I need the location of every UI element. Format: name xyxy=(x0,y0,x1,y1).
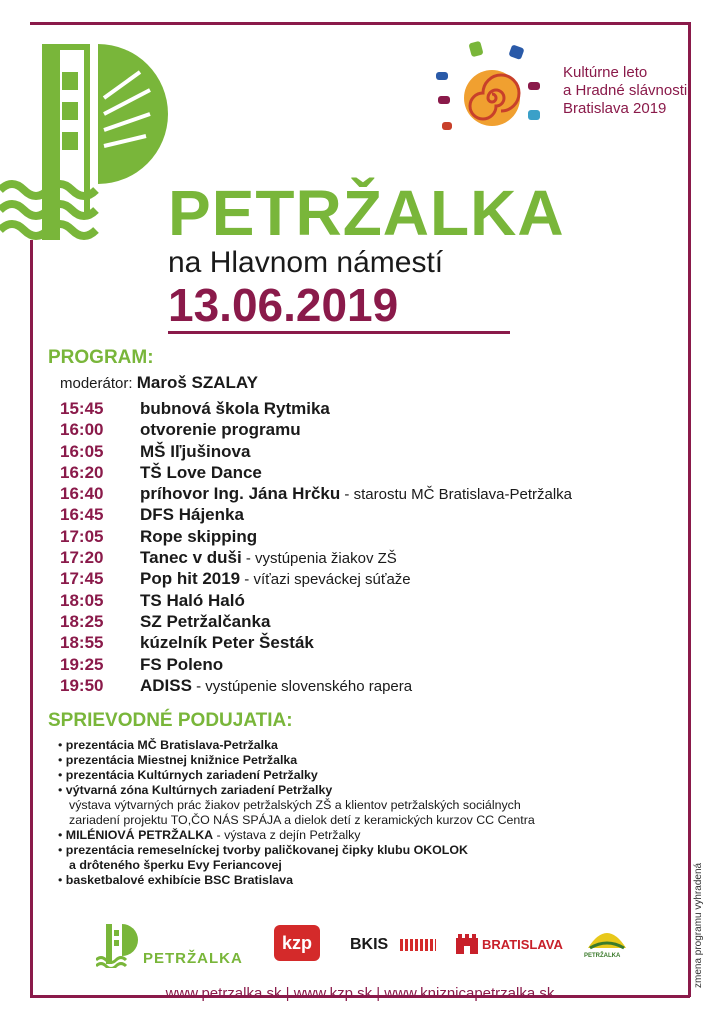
side-event-title: prezentácia Kultúrnych zariadení Petržalky xyxy=(65,768,318,782)
bkis-logo-text: BKIS xyxy=(350,936,389,953)
bullet-icon: • xyxy=(58,768,63,782)
library-logo-text: PETRŽALKA xyxy=(584,953,621,959)
frame-left-border xyxy=(30,225,33,995)
bratislava-crest-icon xyxy=(456,934,478,954)
side-events-list xyxy=(58,738,678,888)
bullet-icon: • xyxy=(58,753,63,767)
program-row xyxy=(60,483,700,504)
program-act: ADISS xyxy=(140,675,192,695)
program-act: MŠ Iľjušinova xyxy=(140,441,251,461)
bullet-icon: • xyxy=(58,843,63,857)
program-time: 18:25 xyxy=(60,611,104,631)
date-underline xyxy=(168,331,510,334)
program-time: 16:05 xyxy=(60,441,104,461)
bullet-icon: • xyxy=(58,828,63,842)
program-schedule xyxy=(60,398,700,696)
side-event-title: MILÉNIOVÁ PETRŽALKA xyxy=(65,828,214,842)
program-act: FS Poleno xyxy=(140,654,224,674)
kzp-logo-text: kzp xyxy=(281,933,312,953)
program-act: kúzelník Peter Šesták xyxy=(140,633,314,653)
program-row xyxy=(60,654,700,675)
partner-line-3: Bratislava 2019 xyxy=(563,100,667,117)
moderator-label: moderátor: xyxy=(60,375,133,392)
moderator-line xyxy=(60,373,258,393)
program-time: 18:55 xyxy=(60,633,104,653)
program-row xyxy=(60,462,700,483)
program-row xyxy=(60,590,700,611)
footer-links[interactable]: www.petrzalka.sk | www.kzp.sk | www.kniznicapetrzalka.sk xyxy=(165,985,555,1002)
vertical-disclaimer xyxy=(690,848,708,988)
bullet-icon: • xyxy=(58,873,63,887)
side-event-item xyxy=(58,828,678,843)
sun-spiral-logo xyxy=(430,38,560,138)
program-heading: PROGRAM: xyxy=(48,347,154,368)
program-time: 19:50 xyxy=(60,675,104,695)
program-act: otvorenie programu xyxy=(140,420,301,440)
side-event-title: basketbalové exhibície BSC Bratislava xyxy=(65,873,294,887)
partner-line-1: Kultúrne leto xyxy=(563,64,648,81)
side-event-item xyxy=(58,768,678,783)
program-row xyxy=(60,632,700,653)
vertical-disclaimer-text: zmena programu vyhradená xyxy=(693,862,704,988)
petrzalka-small-logo-text: PETRŽALKA xyxy=(143,950,243,967)
side-event-item xyxy=(58,873,678,888)
side-event-continuation-line xyxy=(58,813,678,828)
program-note: - starostu MČ Bratislava-Petržalka xyxy=(340,486,572,504)
program-act: DFS Hájenka xyxy=(140,505,244,525)
page-title: PETRŽALKA xyxy=(168,177,565,249)
event-date: 13.06.2019 xyxy=(168,279,399,331)
side-event-item xyxy=(58,738,678,753)
bullet-icon: • xyxy=(58,738,63,752)
partner-line-2: a Hradné slávnosti xyxy=(563,82,688,99)
program-time: 19:25 xyxy=(60,654,104,674)
petrzalka-small-logo-icon xyxy=(96,920,144,968)
program-row xyxy=(60,441,700,462)
library-book-icon xyxy=(584,924,630,954)
program-act: TS Haló Haló xyxy=(140,590,245,610)
kzp-logo xyxy=(274,925,320,961)
program-act: Pop hit 2019 xyxy=(140,569,241,589)
program-row xyxy=(60,398,700,419)
side-event-continuation: výstava výtvarných prác žiakov petržalských ZŠ a klientov petržalských sociálnych xyxy=(69,798,521,812)
side-events-heading: SPRIEVODNÉ PODUJATIA: xyxy=(48,710,293,731)
program-act: bubnová škola Rytmika xyxy=(140,399,330,418)
program-time: 18:05 xyxy=(60,590,104,610)
side-event-continuation: a drôteného šperku Evy Feriancovej xyxy=(69,858,282,872)
side-event-continuation-line xyxy=(58,798,678,813)
page-subtitle: na Hlavnom námestí xyxy=(168,246,444,279)
side-event-item xyxy=(58,843,678,858)
program-time: 17:20 xyxy=(60,548,104,568)
program-row xyxy=(60,611,700,632)
program-time: 16:00 xyxy=(60,420,104,440)
program-time: 17:45 xyxy=(60,569,104,589)
program-act: Rope skipping xyxy=(140,526,258,546)
program-note: - víťazi speváckej súťaže xyxy=(240,571,411,589)
program-row xyxy=(60,419,700,440)
program-act: Tanec v duši xyxy=(140,548,242,568)
program-act: SZ Petržalčanka xyxy=(140,611,271,631)
program-row xyxy=(60,547,700,568)
side-event-title: výtvarná zóna Kultúrnych zariadení Petržalky xyxy=(65,783,333,797)
program-row xyxy=(60,504,700,525)
moderator-name: Maroš SZALAY xyxy=(136,373,258,392)
program-note: - vystúpenia žiakov ZŠ xyxy=(241,550,397,568)
program-row xyxy=(60,675,700,696)
side-event-title: prezentácia Miestnej knižnice Petržalka xyxy=(65,753,298,767)
program-row xyxy=(60,526,700,547)
side-event-title: prezentácia MČ Bratislava-Petržalka xyxy=(65,738,278,752)
side-event-title: prezentácia remeselníckej tvorby paličkovanej čipky klubu OKOLOK xyxy=(65,843,468,857)
side-event-continuation-line xyxy=(58,858,678,873)
side-event-continuation: zariadení projektu TO,ČO NÁS SPÁJA a dielok detí z keramických kurzov CC Centra xyxy=(69,813,535,827)
side-event-item xyxy=(58,753,678,768)
program-time: 16:20 xyxy=(60,462,104,482)
program-act: príhovor Ing. Jána Hrčku xyxy=(140,484,341,504)
side-event-item xyxy=(58,783,678,798)
partner-logo-text xyxy=(563,64,687,118)
program-row xyxy=(60,568,700,589)
program-time: 16:45 xyxy=(60,505,104,525)
program-time: 17:05 xyxy=(60,526,104,546)
bkis-logo-stripes xyxy=(400,939,436,951)
bullet-icon: • xyxy=(58,783,63,797)
program-time: 15:45 xyxy=(60,399,104,418)
program-note: - vystúpenie slovenského rapera xyxy=(191,677,413,695)
program-act: TŠ Love Dance xyxy=(140,462,262,482)
petrzalka-big-logo xyxy=(0,30,170,240)
frame-top-border xyxy=(30,22,690,25)
program-time: 16:40 xyxy=(60,484,104,504)
side-event-detail: - výstava z dejín Petržalky xyxy=(213,828,361,842)
bratislava-logo-text: BRATISLAVA xyxy=(482,937,563,952)
